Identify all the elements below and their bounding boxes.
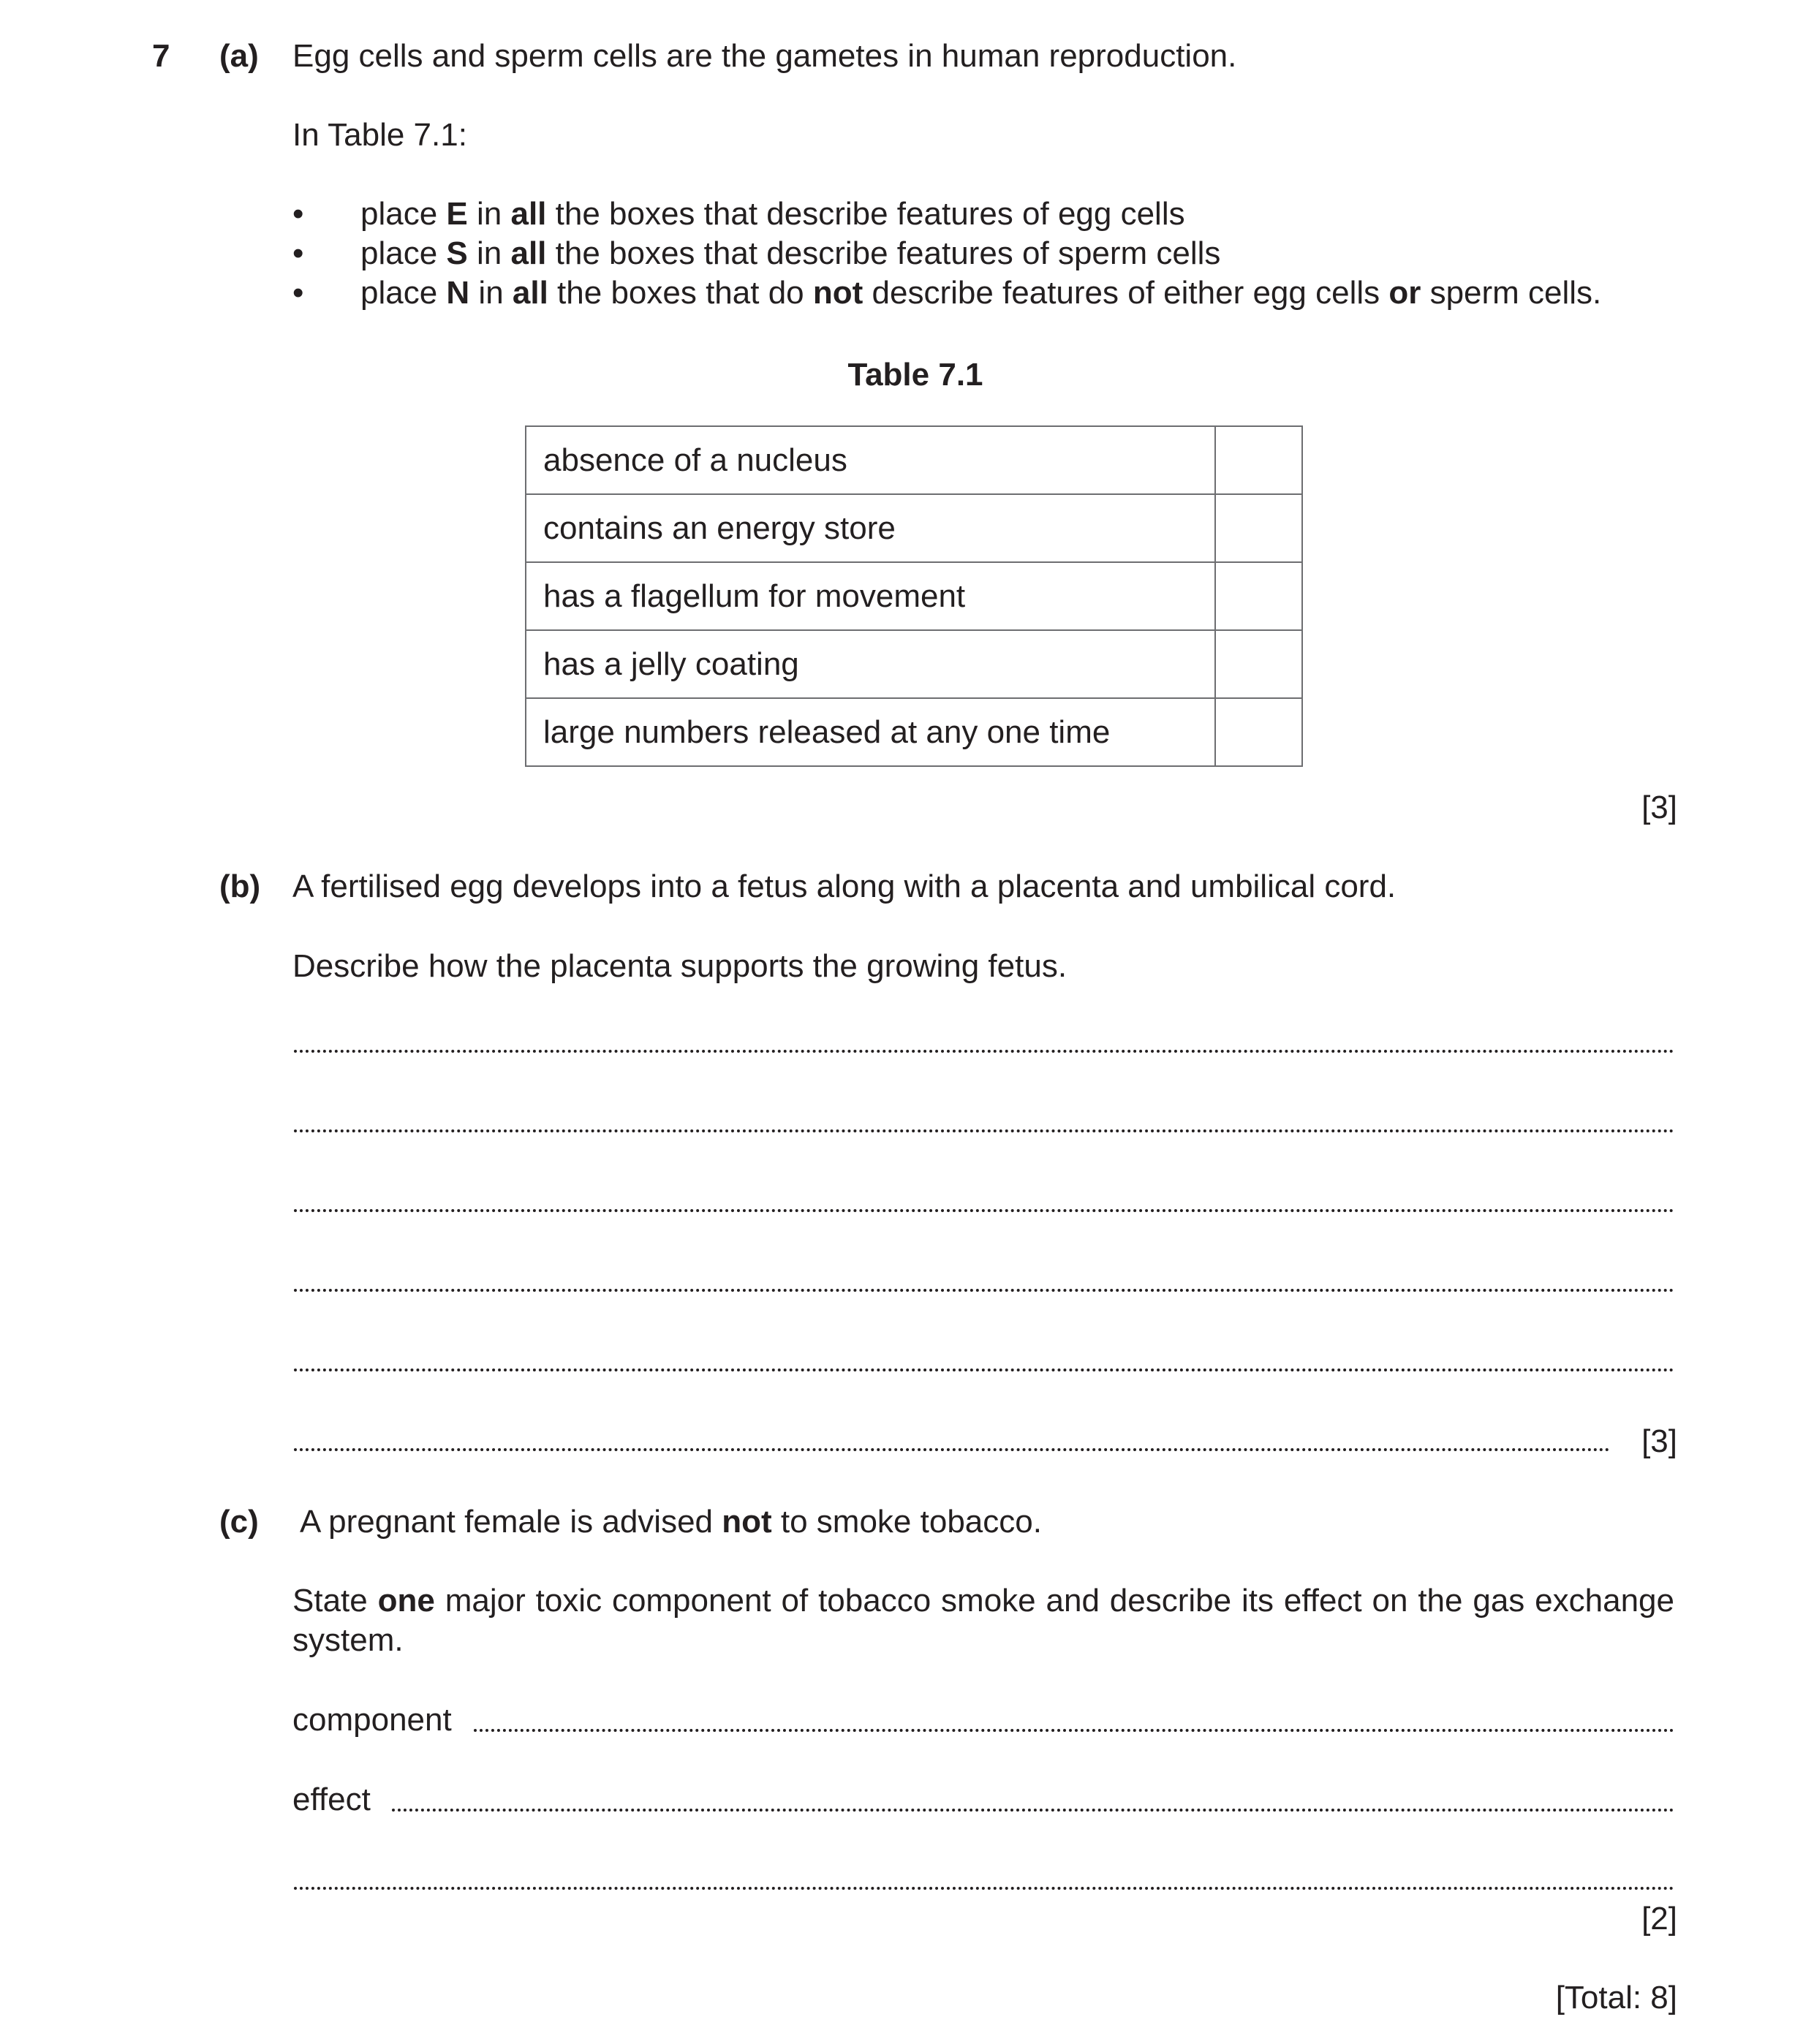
effect-label: effect <box>292 1782 371 1817</box>
part-c-prompt: State one major toxic component of tobacco smoke and describe its effect on the gas exchange system. <box>292 1583 1674 1658</box>
effect-answer-line[interactable] <box>392 1809 1674 1812</box>
total-marks: [Total: 8] <box>1555 1980 1677 2015</box>
feature-cell: large numbers released at any one time <box>526 698 1215 766</box>
bullet-1: place E in all the boxes that describe features of egg cells <box>360 196 1185 232</box>
table-row <box>526 494 1302 562</box>
component-answer-line[interactable] <box>474 1729 1674 1732</box>
part-b-prompt: Describe how the placenta supports the growing fetus. <box>292 948 1067 984</box>
component-label: component <box>292 1702 452 1738</box>
answer-box[interactable] <box>1215 494 1302 562</box>
part-b-intro: A fertilised egg develops into a fetus along with a placenta and umbilical cord. <box>292 868 1397 904</box>
answer-line[interactable] <box>294 1050 1674 1053</box>
part-c-intro: A pregnant female is advised not to smoke tobacco. <box>300 1504 1042 1540</box>
effect-answer-line-2[interactable] <box>294 1887 1674 1890</box>
answer-line[interactable] <box>294 1209 1674 1212</box>
bullet-2-marker: • <box>292 235 304 271</box>
part-a-intro: Egg cells and sperm cells are the gametes in human reproduction. <box>292 38 1237 74</box>
part-b-label: (b) <box>219 868 261 904</box>
table-row <box>526 562 1302 630</box>
bullet-2: place S in all the boxes that describe features of sperm cells <box>360 235 1221 271</box>
table-row <box>526 426 1302 494</box>
feature-cell: contains an energy store <box>526 494 1215 562</box>
answer-line[interactable] <box>294 1369 1674 1371</box>
part-a-instruction: In Table 7.1: <box>292 117 467 153</box>
part-a-marks: [3] <box>1641 790 1677 825</box>
answer-line[interactable] <box>294 1448 1610 1451</box>
feature-cell: has a flagellum for movement <box>526 562 1215 630</box>
part-b-marks: [3] <box>1641 1423 1677 1459</box>
question-number: 7 <box>152 38 170 74</box>
bullet-3: place N in all the boxes that do not describe features of either egg cells or sperm cells. <box>360 275 1602 311</box>
bullet-3-marker: • <box>292 275 304 311</box>
part-c-label: (c) <box>219 1504 259 1540</box>
part-a-label: (a) <box>219 38 259 74</box>
answer-box[interactable] <box>1215 630 1302 698</box>
feature-cell: absence of a nucleus <box>526 426 1215 494</box>
table-title: Table 7.1 <box>847 357 983 393</box>
answer-line[interactable] <box>294 1289 1674 1292</box>
feature-cell: has a jelly coating <box>526 630 1215 698</box>
answer-box[interactable] <box>1215 698 1302 766</box>
table-row <box>526 698 1302 766</box>
features-table <box>525 425 1303 767</box>
answer-box[interactable] <box>1215 562 1302 630</box>
part-c-marks: [2] <box>1641 1901 1677 1937</box>
answer-line[interactable] <box>294 1129 1674 1132</box>
answer-box[interactable] <box>1215 426 1302 494</box>
bullet-1-marker: • <box>292 196 304 232</box>
table-row <box>526 630 1302 698</box>
